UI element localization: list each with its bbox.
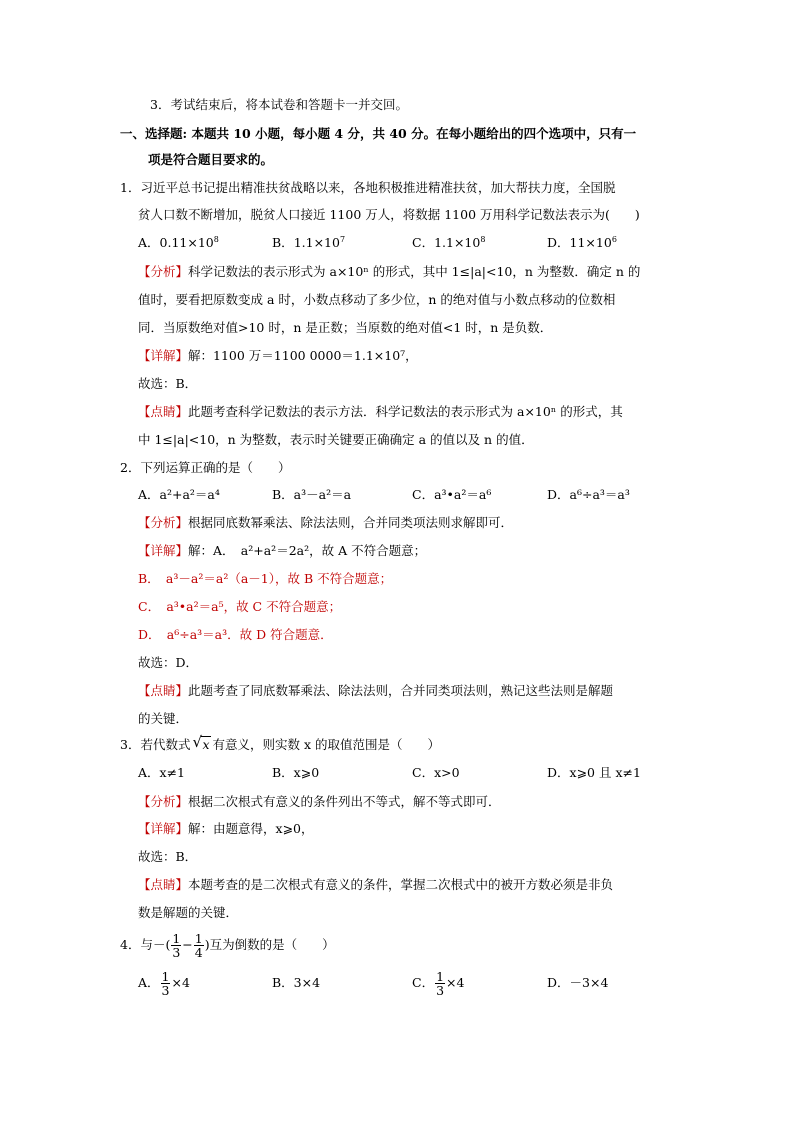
numerator: 1 (172, 931, 181, 946)
comment-text: 此题考查科学记数法的表示方法．科学记数法的表示形式为 a×10ⁿ 的形式，其 (188, 404, 623, 419)
q2-analysis (138, 515, 513, 531)
analysis-tag: 【分析】 (138, 515, 189, 530)
numerator: 1 (194, 931, 203, 946)
denominator: 3 (436, 983, 445, 998)
option-text: ×4 (171, 975, 190, 990)
q4-option-a[interactable] (138, 968, 190, 998)
q3-option-a[interactable]: A．x≠1 (138, 765, 186, 780)
option-exponent: 8 (213, 235, 219, 244)
q1-analysis-line3: 同．当原数绝对值>10 时，n 是正数；当原数的绝对值<1 时，n 是负数． (138, 320, 553, 335)
q1-comment-line1 (138, 404, 623, 420)
q1-choose: 故选：B． (138, 376, 198, 391)
option-text: 0.11×10 (159, 235, 214, 250)
q3-detail (138, 821, 314, 837)
option-exponent: 6 (611, 235, 617, 244)
comment-text: 本题考查的是二次根式有意义的条件，掌握二次根式中的被开方数必须是非负 (188, 877, 614, 892)
q2-detail-a (138, 543, 426, 559)
detail-text: 解：1100 万＝1100 0000＝1.1×10⁷， (188, 348, 418, 363)
stem-text: )互为倒数的是（ ） (204, 937, 335, 952)
q2-comment-line2: 的关键． (138, 711, 189, 726)
radical-sign-icon: √ (192, 733, 203, 751)
q1-analysis-line1 (138, 264, 640, 280)
option-label: D． (547, 235, 570, 250)
numerator: 1 (436, 969, 445, 984)
q4-option-c[interactable] (412, 968, 464, 998)
detail-tag: 【详解】 (138, 543, 189, 558)
section-title-part: 一、选择题: 本题共 10 小题，每小题 4 分，共 40 分。在每小题给出的 (120, 126, 524, 141)
sqrt-expression (192, 733, 210, 753)
option-text: 11×10 (569, 235, 612, 250)
stem-text: 有意义，则实数 x 的取值范围是（ ） (212, 737, 441, 752)
comment-tag: 【点睛】 (138, 404, 189, 419)
option-label: B． (272, 235, 294, 250)
q1-analysis-line2: 值时，要看把原数变成 a 时，小数点移动了多少位，n 的绝对值与小数点移动的位数相 (138, 292, 616, 307)
section-title-line2: 项是符合题目要求的。 (148, 152, 274, 167)
instruction-note-3: 3．考试结束后，将本试卷和答题卡一并交回。 (150, 97, 408, 112)
q1-option-a[interactable] (138, 235, 219, 251)
q2-comment-line1 (138, 683, 613, 699)
q2-option-c[interactable]: C．a³•a²＝a⁶ (412, 487, 492, 502)
fraction-one-fourth (194, 932, 204, 959)
radicand: x (202, 737, 210, 752)
q2-detail-c: C． a³•a²＝a⁵，故 C 不符合题意； (138, 599, 342, 614)
option-text: 1.1×10 (293, 235, 340, 250)
option-label: C． (412, 235, 435, 250)
q4-option-d[interactable]: D．－3×4 (547, 975, 609, 990)
q2-choose: 故选：D． (138, 655, 199, 670)
comment-tag: 【点睛】 (138, 683, 189, 698)
section-title-part: ，只有一 (586, 126, 637, 141)
q3-option-b[interactable]: B．x⩾0 (272, 765, 320, 780)
detail-tag: 【详解】 (138, 348, 189, 363)
option-exponent: 8 (480, 235, 486, 244)
stem-text: 3．若代数式 (120, 737, 191, 752)
q3-option-c[interactable]: C．x>0 (412, 765, 460, 780)
q2-option-a[interactable]: A．a²+a²＝a⁴ (138, 487, 220, 502)
q3-stem (120, 733, 441, 753)
q1-comment-line2: 中 1≤|a|<10，n 为整数，表示时关键要正确确定 a 的值以及 n 的值． (138, 432, 534, 447)
analysis-text: 根据同底数幂乘法、除法法则，合并同类项法则求解即可． (188, 515, 514, 530)
fraction-one-third (171, 932, 181, 959)
analysis-text: 根据二次根式有意义的条件列出不等式，解不等式即可． (188, 794, 501, 809)
denominator: 3 (172, 945, 181, 960)
option-exponent: 7 (339, 235, 346, 244)
analysis-text: 科学记数法的表示形式为 a×10ⁿ 的形式，其中 1≤|a|<10，n 为整数．确定 n 的 (188, 264, 641, 279)
q1-stem-line1: 1．习近平总书记提出精准扶贫战略以来，各地积极推进精准扶贫，加大帮扶力度，全国脱 (120, 180, 616, 195)
option-label: C． (412, 975, 435, 990)
stem-text: 4．与－( (120, 937, 171, 952)
fraction (435, 970, 445, 997)
option-text: 1.1×10 (434, 235, 481, 250)
q4-option-b[interactable]: B．3×4 (272, 975, 321, 990)
denominator: 3 (161, 983, 170, 998)
section-title-emphasis: 四个选项中 (523, 126, 587, 141)
fraction (161, 970, 171, 997)
q1-detail (138, 348, 418, 364)
q2-stem: 2．下列运算正确的是（ ） (120, 460, 291, 475)
q1-option-c[interactable] (412, 235, 485, 251)
comment-text: 此题考查了同底数幂乘法、除法法则，合并同类项法则，熟记这些法则是解题 (188, 683, 614, 698)
section-title (120, 126, 636, 142)
denominator: 4 (194, 945, 203, 960)
q3-option-d[interactable]: D．x⩾0 且 x≠1 (547, 765, 641, 780)
analysis-tag: 【分析】 (138, 794, 189, 809)
q3-choose: 故选：B． (138, 849, 198, 864)
option-label: A． (138, 975, 160, 990)
detail-text: 解：由题意得，x⩾0， (188, 821, 314, 836)
comment-tag: 【点睛】 (138, 877, 189, 892)
detail-text: 解：A． a²+a²＝2a²，故 A 不符合题意； (188, 543, 427, 558)
q1-option-d[interactable] (547, 235, 617, 251)
q1-stem-line2: 贫人口数不断增加，脱贫人口接近 1100 万人，将数据 1100 万用科学记数法表示为( ) (138, 207, 640, 222)
q3-comment-line1 (138, 877, 613, 893)
q2-option-d[interactable]: D．a⁶÷a³＝a³ (547, 487, 630, 502)
minus-sign: − (182, 937, 193, 952)
analysis-tag: 【分析】 (138, 264, 189, 279)
detail-tag: 【详解】 (138, 821, 189, 836)
option-label: A． (138, 235, 160, 250)
q3-analysis (138, 794, 501, 810)
q1-option-b[interactable] (272, 235, 345, 251)
option-text: ×4 (446, 975, 465, 990)
q2-detail-d: D． a⁶÷a³＝a³．故 D 符合题意． (138, 627, 333, 642)
q2-detail-b: B． a³－a²＝a²（a－1），故 B 不符合题意； (138, 571, 393, 586)
q2-option-b[interactable]: B．a³－a²＝a (272, 487, 352, 502)
q4-stem (120, 930, 335, 960)
q3-comment-line2: 数是解题的关键． (138, 905, 239, 920)
numerator: 1 (161, 969, 170, 984)
